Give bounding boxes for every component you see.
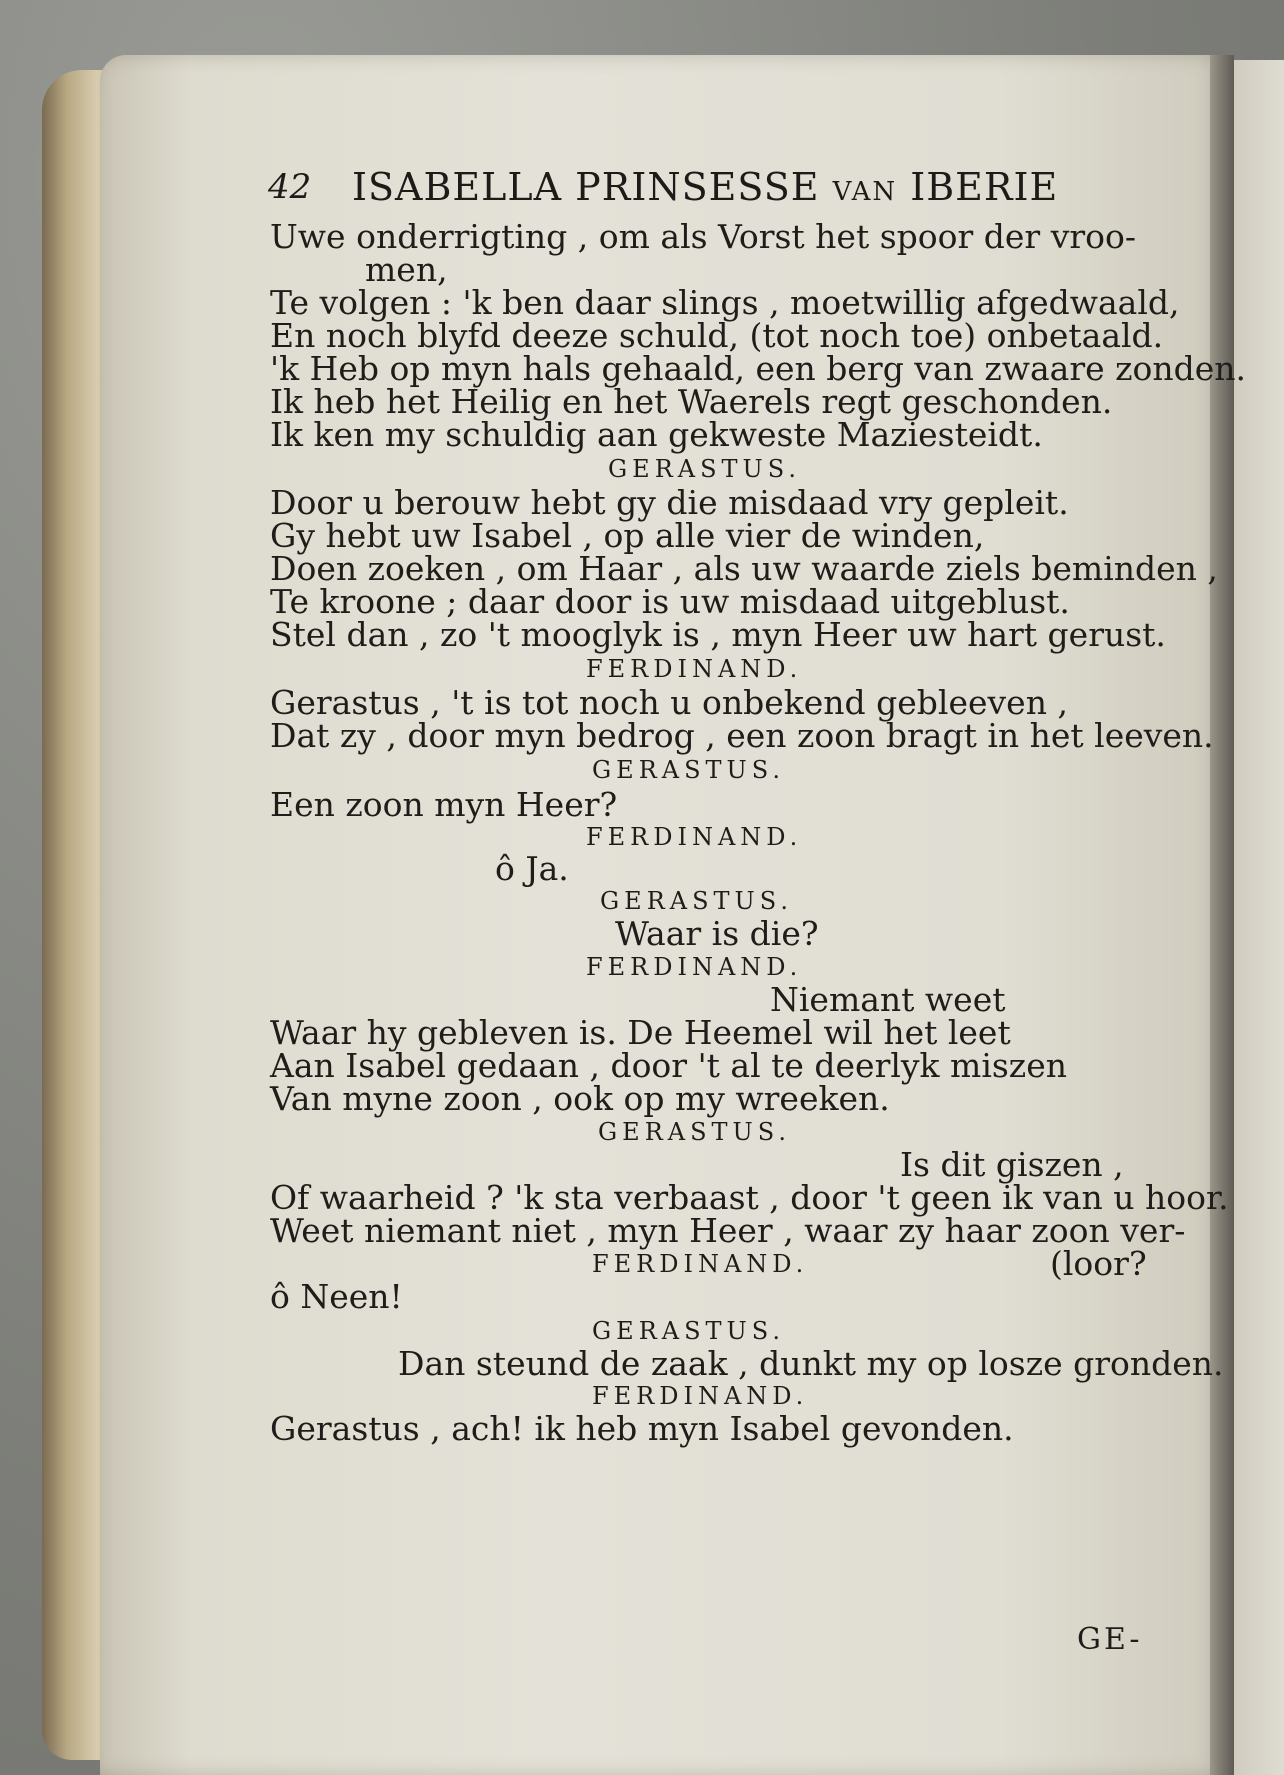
verse-line: (loor? — [1050, 1244, 1147, 1283]
speaker-heading: FERDINAND. — [586, 655, 803, 683]
speaker-heading: FERDINAND. — [586, 953, 803, 981]
speaker-heading: FERDINAND. — [586, 823, 803, 851]
speaker-heading: GERASTUS. — [608, 455, 801, 483]
verse-line: Dat zy , door myn bedrog , een zoon bragt in het leeven. — [270, 716, 1214, 755]
speaker-heading: FERDINAND. — [592, 1382, 809, 1410]
verse-line: ô Ja. — [495, 849, 569, 888]
verse-line: Stel dan , zo 't mooglyk is , myn Heer uw hart gerust. — [270, 615, 1166, 654]
verse-line: Gy hebt uw Isabel , op alle vier de winden, — [270, 516, 985, 555]
speaker-heading: GERASTUS. — [592, 756, 785, 784]
verse-line: Dan steund de zaak , dunkt my op losze gronden. — [398, 1344, 1224, 1383]
verse-line: Aan Isabel gedaan , door 't al te deerlyk miszen — [270, 1046, 1067, 1085]
running-title-part2: IBERIE — [910, 165, 1059, 209]
verse-line: Weet niemant niet , myn Heer , waar zy haar zoon ver- — [270, 1211, 1186, 1250]
page-number: 42 — [268, 167, 312, 207]
speaker-heading: GERASTUS. — [600, 887, 793, 915]
speaker-heading: FERDINAND. — [592, 1250, 809, 1278]
speaker-heading: GERASTUS. — [592, 1317, 785, 1345]
verse-line: Ik ken my schuldig aan gekweste Maziesteidt. — [270, 415, 1043, 454]
verse-line: ô Neen! — [270, 1277, 403, 1316]
verse-line: men, — [365, 250, 448, 289]
verse-line: Doen zoeken , om Haar , als uw waarde ziels beminden , — [270, 549, 1218, 588]
running-title-part1: ISABELLA PRINSESSE — [352, 165, 820, 209]
catchword: GE- — [1077, 1622, 1143, 1657]
verse-line: Uwe onderrigting , om als Vorst het spoor der vroo- — [270, 217, 1136, 256]
verse-line: Te kroone ; daar door is uw misdaad uitgeblust. — [270, 582, 1070, 621]
book-gutter — [1210, 55, 1234, 1775]
verse-line: Of waarheid ? 'k sta verbaast , door 't geen ik van u hoor. — [270, 1178, 1229, 1217]
verse-line: Gerastus , ach! ik heb myn Isabel gevonden. — [270, 1409, 1014, 1448]
verse-line: Waar hy gebleven is. De Heemel wil het leet — [270, 1013, 1011, 1052]
verse-line: 'k Heb op myn hals gehaald, een berg van zwaare zonden. — [270, 349, 1247, 388]
running-header — [268, 165, 1059, 215]
verse-line: Waar is die? — [615, 914, 819, 953]
running-title — [352, 165, 1058, 209]
verse-line: Een zoon myn Heer? — [270, 785, 618, 824]
verse-line: Is dit giszen , — [900, 1145, 1124, 1184]
verse-line: En noch blyfd deeze schuld, (tot noch toe) onbetaald. — [270, 316, 1164, 355]
verse-line: Niemant weet — [770, 980, 1006, 1019]
verse-line: Te volgen : 'k ben daar slings , moetwillig afgedwaald, — [270, 283, 1180, 322]
speaker-heading: GERASTUS. — [598, 1118, 791, 1146]
facing-page — [1234, 60, 1284, 1775]
verse-line: Van myne zoon , ook op my wreeken. — [270, 1079, 890, 1118]
verse-line: Gerastus , 't is tot noch u onbekend gebleeven , — [270, 683, 1068, 722]
verse-line: Door u berouw hebt gy die misdaad vry gepleit. — [270, 483, 1069, 522]
verse-line: Ik heb het Heilig en het Waerels regt geschonden. — [270, 382, 1113, 421]
running-title-van: VAN — [832, 177, 898, 207]
